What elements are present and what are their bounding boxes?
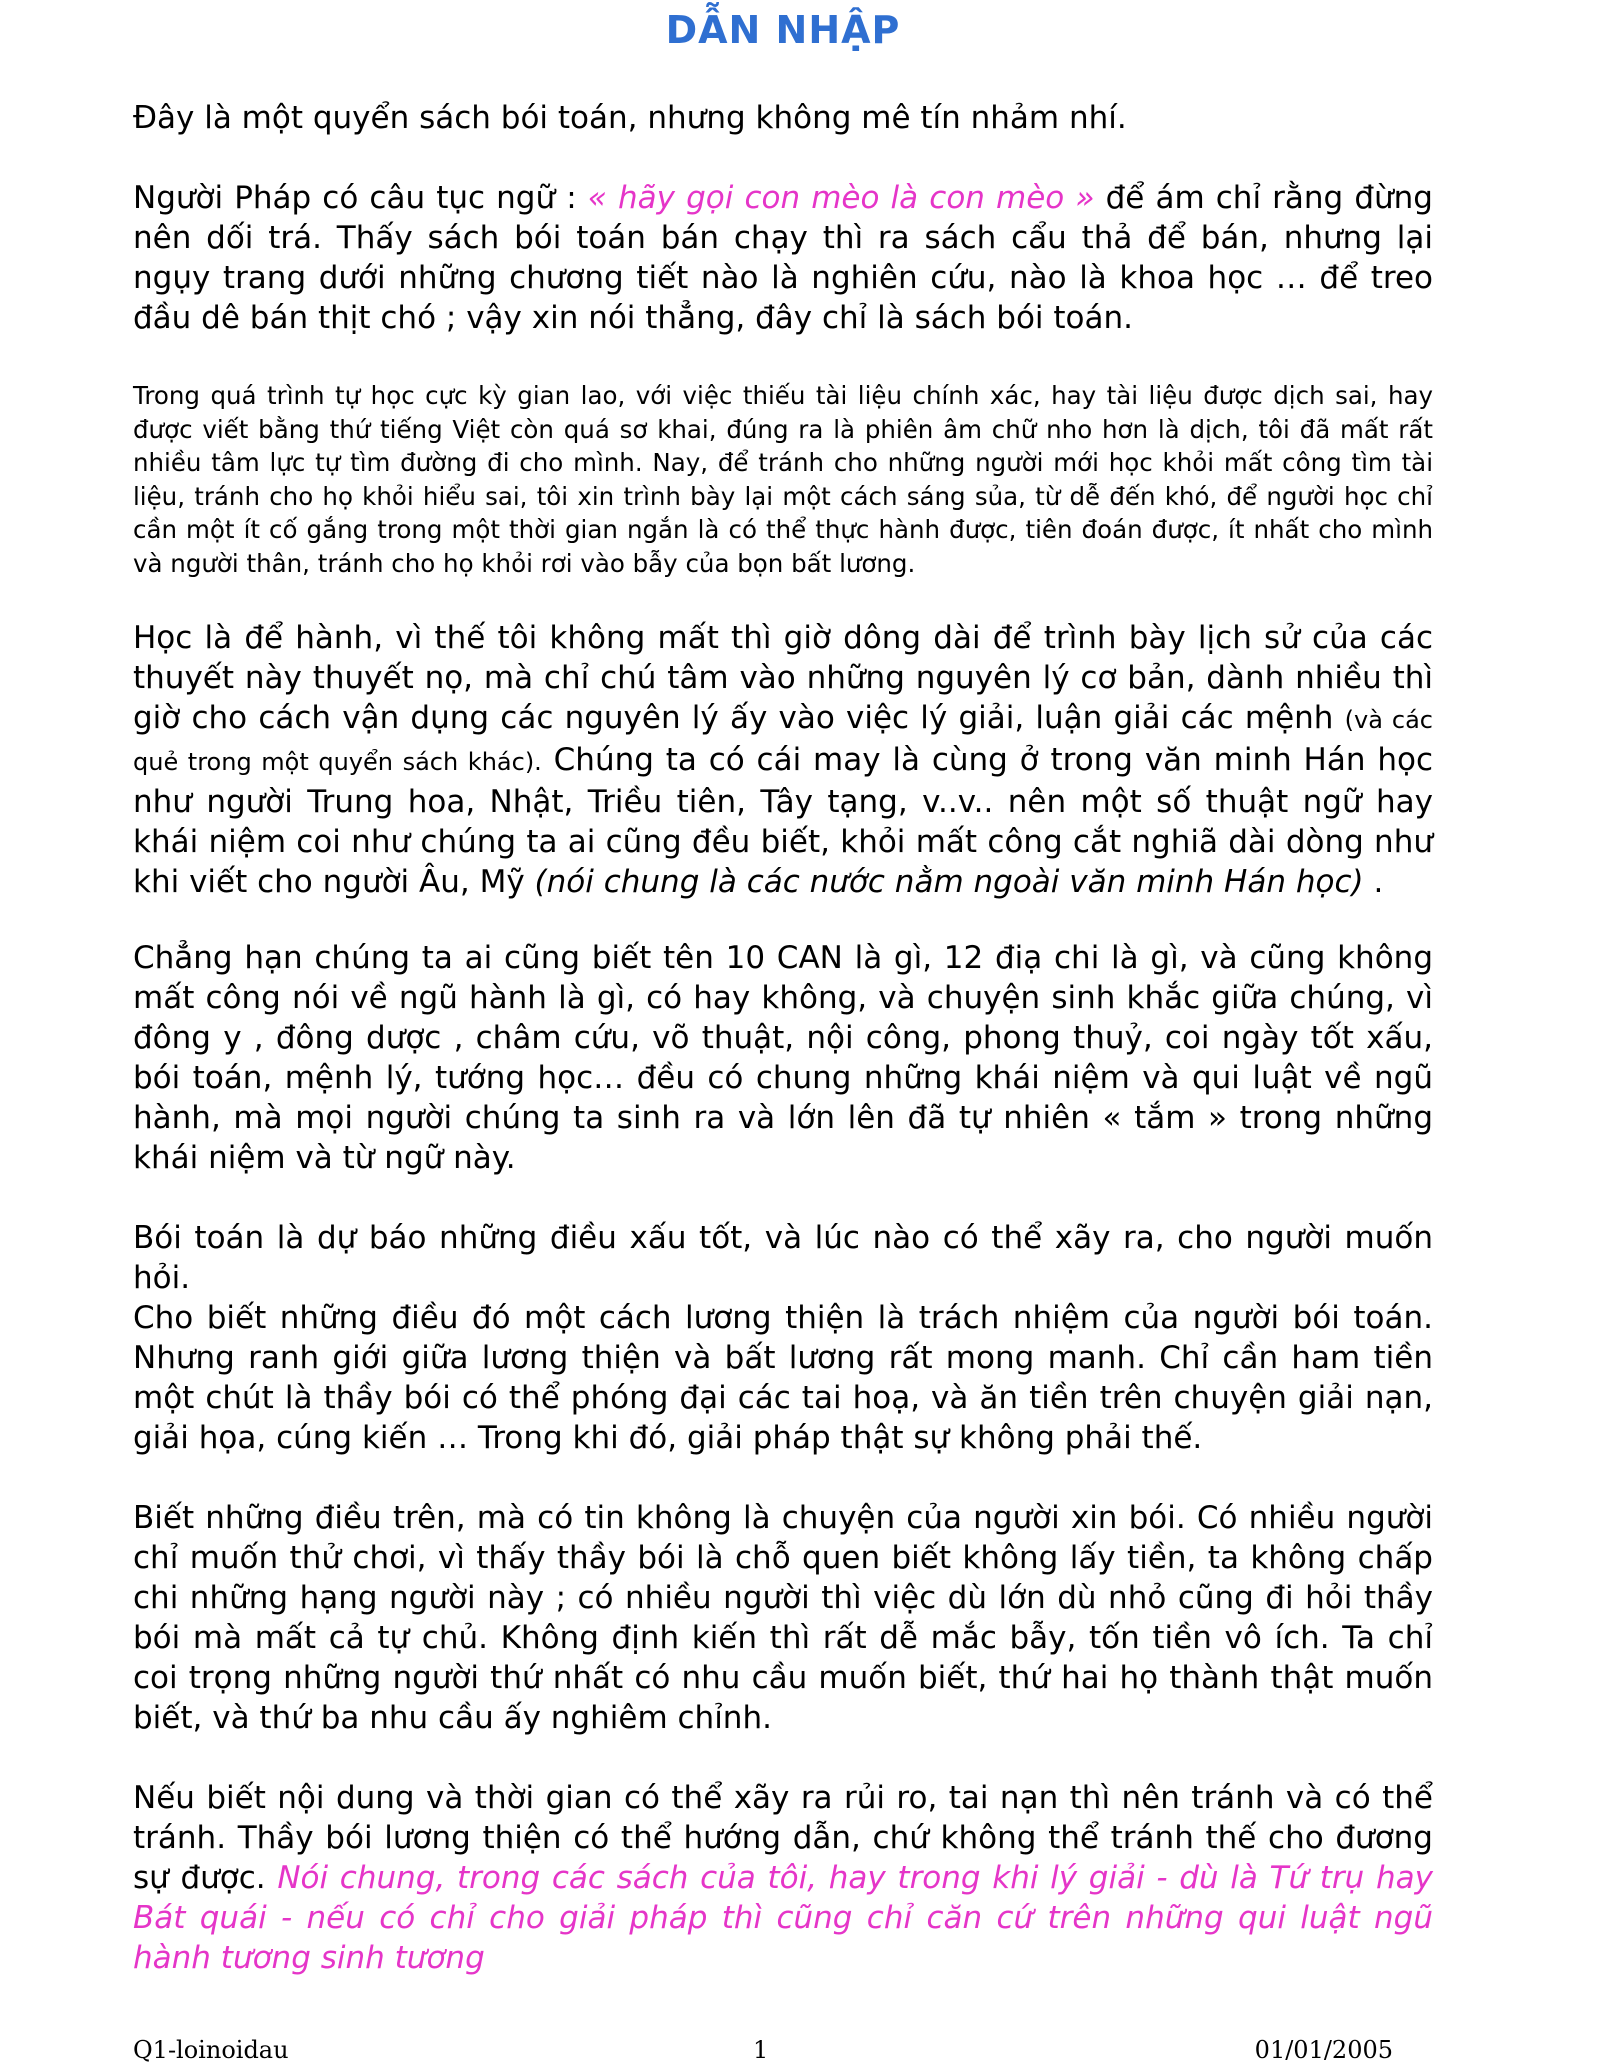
avoidance-text: Nếu biết nội dung và thời gian có thể xãy ra rủi ro, tai nạn thì nên tránh và có thể tránh. Thầy bói lương thiện có thể hướng dẫn, chứ không thể tránh thế cho đương sự được. — [133, 1780, 1433, 1896]
paragraph-self-study: Trong quá trình tự học cực kỳ gian lao, với việc thiếu tài liệu chính xác, hay tài liệu được dịch sai, hay được viết bằng thứ tiếng Việt còn quá sơ khai, đúng ra là phiên âm chữ nho hơn là dịch, tôi đã mất rất nhiều tâm lực tự tìm đường đi cho mình. Nay, để tránh cho những người mới học khỏi mất công tìm tài liệu, tránh cho họ khỏi hiểu sai, tôi xin trình bày lại một cách sáng sủa, từ dễ đến khó, để người học chỉ cần một ít cố gắng trong một thời gian ngắn là có thể thực hành được, tiên đoán được, ít nhất cho mình và người thân, tránh cho họ khỏi rơi vào bẫy của bọn bất lương. — [133, 381, 1433, 578]
proverb-rest-text: để ám chỉ rằng đừng nên dối trá. Thấy sách bói toán bán chạy thì ra sách cẩu thả để bán, nhưng lại ngụy trang dưới những chương tiết nào là nghiên cứu, nào là khoa học … để treo đầu dê bán thịt chó ; vậy xin nói thẳng, đây chỉ là sách bói toán. — [133, 180, 1433, 336]
paragraph-belief: Biết những điều trên, mà có tin không là chuyện của người xin bói. Có nhiều người chỉ muốn thử chơi, vì thấy thầy bói là chỗ quen biết không lấy tiền, ta không chấp chi những hạng người này ; có nhiều người thì việc dù lớn dù nhỏ cũng đi hỏi thầy bói mà mất cả tự chủ. Không định kiến thì rất dễ mắc bẫy, tốn tiền vô ích. Ta chỉ coi trọng những người thứ nhất có nhu cầu muốn biết, thứ hai họ thành thật muốn biết, và thứ ba nhu cầu ấy nghiêm chỉnh. — [133, 1500, 1433, 1736]
paragraph-intro: Đây là một quyển sách bói toán, nhưng không mê tín nhảm nhí. — [133, 100, 1127, 136]
practice-italic-note: (nói chung là các nước nằm ngoài văn minh Hán học) — [534, 864, 1364, 900]
footer-filename: Q1-loinoidau — [133, 2036, 289, 2064]
practice-text-2: Chúng ta có cái may là cùng ở trong văn minh Hán học như người Trung hoa, Nhật, Triều tiên, Tây tạng, v..v.. nên một số thuật ngữ hay khái niệm coi như chúng ta ai cũng đều biết, khỏi mất công cắt nghiã dài dòng như khi viết cho người Âu, Mỹ — [133, 742, 1433, 900]
paragraph-honesty: Cho biết những điều đó một cách lương thiện là trách nhiệm của người bói toán. Nhưng ranh giới giữa lương thiện và bất lương rất mong manh. Chỉ cần ham tiền một chút là thầy bói có thể phóng đại các tai hoạ, và ăn tiền trên chuyện giải nạn, giải họa, cúng kiến … Trong khi đó, giải pháp thật sự không phải thế. — [133, 1300, 1433, 1456]
paragraph-can-chi: Chẳng hạn chúng ta ai cũng biết tên 10 CAN là gì, 12 điạ chi là gì, và cũng không mất công nói về ngũ hành là gì, có hay không, và chuyện sinh khắc giữa chúng, vì đông y , đông dược , châm cứu, võ thuật, nội công, phong thuỷ, coi ngày tốt xấu, bói toán, mệnh lý, tướng học… đều có chung những khái niệm và qui luật về ngũ hành, mà mọi người chúng ta sinh ra và lớn lên đã tự nhiên « tắm » trong những khái niệm và từ ngữ này. — [133, 940, 1433, 1176]
practice-end: . — [1363, 864, 1384, 900]
paragraph-learning-practice — [133, 618, 1433, 902]
footer-page-number: 1 — [753, 2036, 769, 2064]
paragraph-avoidance — [133, 1778, 1433, 1978]
paragraph-french-proverb — [133, 178, 1433, 338]
practice-text-1: Học là để hành, vì thế tôi không mất thì giờ dông dài để trình bày lịch sử của các thuyết này thuyết nọ, mà chỉ chú tâm vào những nguyên lý cơ bản, dành nhiều thì giờ cho cách vận dụng các nguyên lý ấy vào việc lý giải, luận giải các mệnh — [133, 620, 1433, 736]
paragraph-definition: Bói toán là dự báo những điều xấu tốt, và lúc nào có thể xãy ra, cho người muốn hỏi. — [133, 1220, 1433, 1296]
page-title: DẪN NHẬP — [665, 8, 901, 52]
avoidance-emphasis: Nói chung, trong các sách của tôi, hay trong khi lý giải - dù là Tứ trụ hay Bát quái - nếu có chỉ cho giải pháp thì cũng chỉ căn cứ trên những qui luật ngũ hành tương sinh tương — [133, 1860, 1433, 1976]
proverb-lead-text: Người Pháp có câu tục ngữ : — [133, 180, 588, 216]
footer-date: 01/01/2005 — [1254, 2036, 1393, 2064]
practice-note-small: (và các quẻ trong một quyển sách khác). — [133, 706, 1434, 776]
proverb-quote: « hãy gọi con mèo là con mèo » — [587, 180, 1095, 216]
